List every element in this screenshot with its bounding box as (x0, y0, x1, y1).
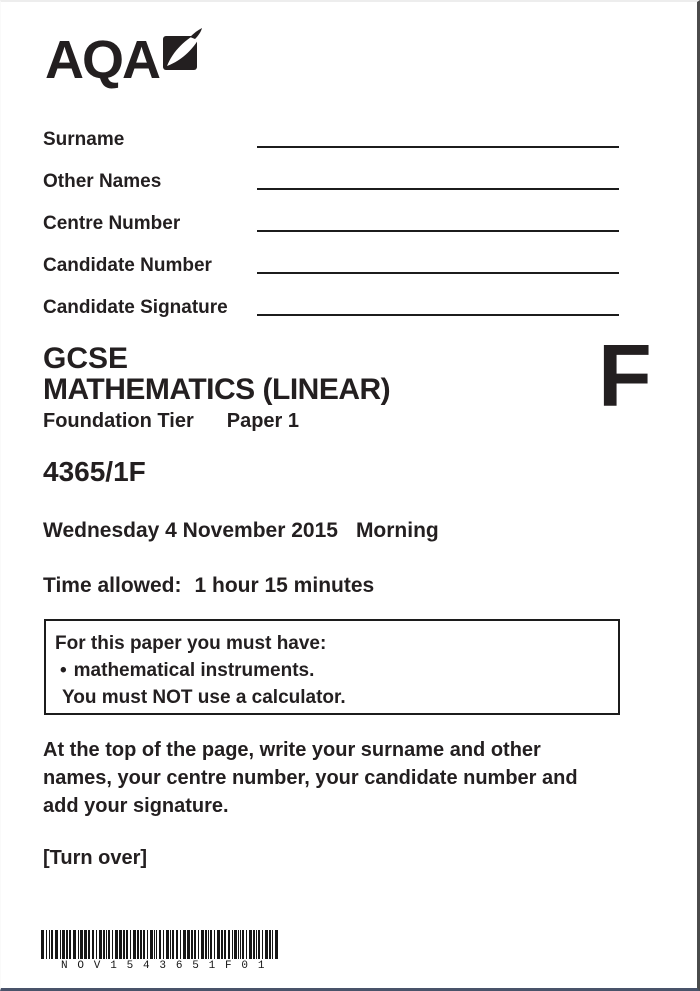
other-names-label: Other Names (43, 171, 162, 192)
surname-write-line (257, 146, 619, 148)
surname-label: Surname (43, 129, 125, 150)
materials-box-heading: For this paper you must have: (55, 633, 327, 654)
materials-box-item-text: mathematical instruments. (73, 660, 315, 681)
other-names-write-line (257, 188, 619, 190)
candidate-number-write-line (257, 272, 619, 274)
aqa-leaf-icon (162, 28, 202, 77)
paper-code: 4365/1F (43, 456, 146, 487)
candidate-signature-write-line (257, 314, 619, 316)
instructions-paragraph (43, 736, 578, 820)
tier-label: Foundation Tier (43, 410, 194, 432)
barcode-bars (41, 930, 289, 959)
instructions-line: add your signature. (43, 795, 229, 817)
time-allowed-row (43, 574, 374, 598)
candidate-number-label: Candidate Number (43, 255, 212, 276)
centre-number-write-line (257, 230, 619, 232)
candidate-signature-label: Candidate Signature (43, 297, 228, 318)
instructions-line: At the top of the page, write your surname and other (43, 739, 541, 761)
time-allowed-label: Time allowed: (43, 574, 182, 597)
session-time-of-day: Morning (355, 519, 439, 542)
materials-box-note: You must NOT use a calculator. (62, 687, 346, 708)
turn-over-label: [Turn over] (43, 847, 148, 869)
bullet-icon: • (60, 660, 67, 681)
instructions-line: names, your centre number, your candidate number and (43, 767, 578, 789)
centre-number-label: Centre Number (43, 213, 181, 234)
paper-label: Paper 1 (226, 410, 299, 432)
session-date: Wednesday 4 November 2015 (43, 519, 338, 542)
qualification-title: GCSE (43, 342, 129, 375)
aqa-logo-text: AQA (45, 30, 159, 90)
materials-box-item (55, 657, 618, 684)
barcode (41, 930, 291, 972)
barcode-text: N O V 1 5 4 3 6 5 1 F 0 1 (61, 960, 267, 972)
materials-box (44, 619, 620, 715)
session-row (43, 519, 439, 543)
time-allowed-value: 1 hour 15 minutes (194, 574, 375, 597)
tier-letter-badge: F (598, 326, 652, 425)
subject-title: MATHEMATICS (LINEAR) (43, 373, 391, 406)
tier-paper-row (43, 409, 299, 433)
